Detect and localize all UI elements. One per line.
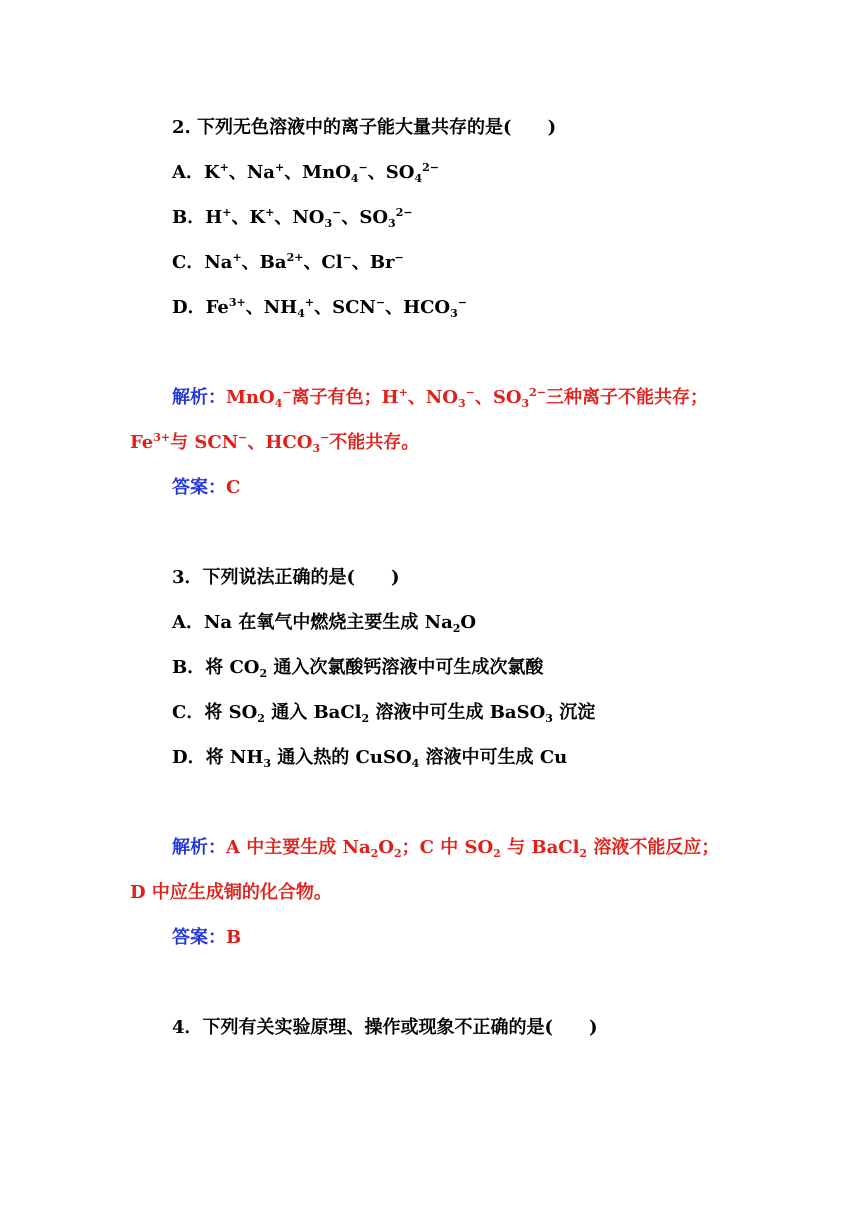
q3-option-a: A．Na 在氧气中燃烧主要生成 $Na_2O$: [172, 612, 477, 635]
q2-option-d: D．$Fe^{3+}$、$NH_4^+$、SCN−、$HCO_3^-$: [172, 296, 467, 320]
q2-answer-value: C: [226, 477, 241, 498]
q3-option-d: D．将 $NH_3$ 通入热的 CuSO$_4$ 溶液中可生成 Cu: [172, 747, 568, 770]
q3-stem: 3．下列说法正确的是( ): [172, 567, 400, 588]
q2-option-c: C．Na+、$Ba^{2+}$、Cl−、Br−: [172, 251, 404, 273]
q3-analysis-label: 解析：: [172, 837, 226, 858]
q2-analysis-label: 解析：: [172, 387, 226, 408]
q2-analysis-text: MnO$_4$−离子有色；H+、$NO_3^-$、$SO_3^{2-}$三种离子不能共存；: [226, 386, 709, 410]
q2-analysis-line1: [172, 386, 708, 410]
q3-answer-value: B: [226, 927, 242, 948]
q3-analysis-line1: [172, 836, 719, 860]
q2-answer: [172, 476, 240, 500]
q3-option-c: C．将 $SO_2$ 通入 BaCl$_2$ 溶液中可生成 BaSO$_3$ 沉淀: [172, 702, 596, 725]
q3-analysis-text: A 中主要生成 $Na_2O_2$；C 中 $SO_2$ 与 BaCl$_2$ 溶液不能反应；: [226, 837, 720, 860]
q3-answer-label: 答案：: [172, 927, 226, 948]
q3-analysis-line2: D 中应生成铜的化合物。: [130, 882, 332, 903]
q2-answer-label: 答案：: [172, 477, 226, 498]
q2-analysis-line2: $Fe^{3+}$与 SCN−、$HCO_3^-$不能共存。: [130, 431, 420, 455]
q3-option-b: B．将 $CO_2$ 通入次氯酸钙溶液中可生成次氯酸: [172, 657, 544, 680]
q2-option-b: B．H+、K+、$NO_3^-$、$SO_3^{2-}$: [172, 206, 413, 230]
q3-answer: [172, 926, 241, 950]
q2-stem: 2. 下列无色溶液中的离子能大量共存的是( ): [172, 117, 557, 138]
q4-stem: 4．下列有关实验原理、操作或现象不正确的是( ): [172, 1017, 598, 1038]
q2-option-a: A．K+、Na+、MnO$_4$−、$SO_4^{2-}$: [172, 161, 439, 185]
